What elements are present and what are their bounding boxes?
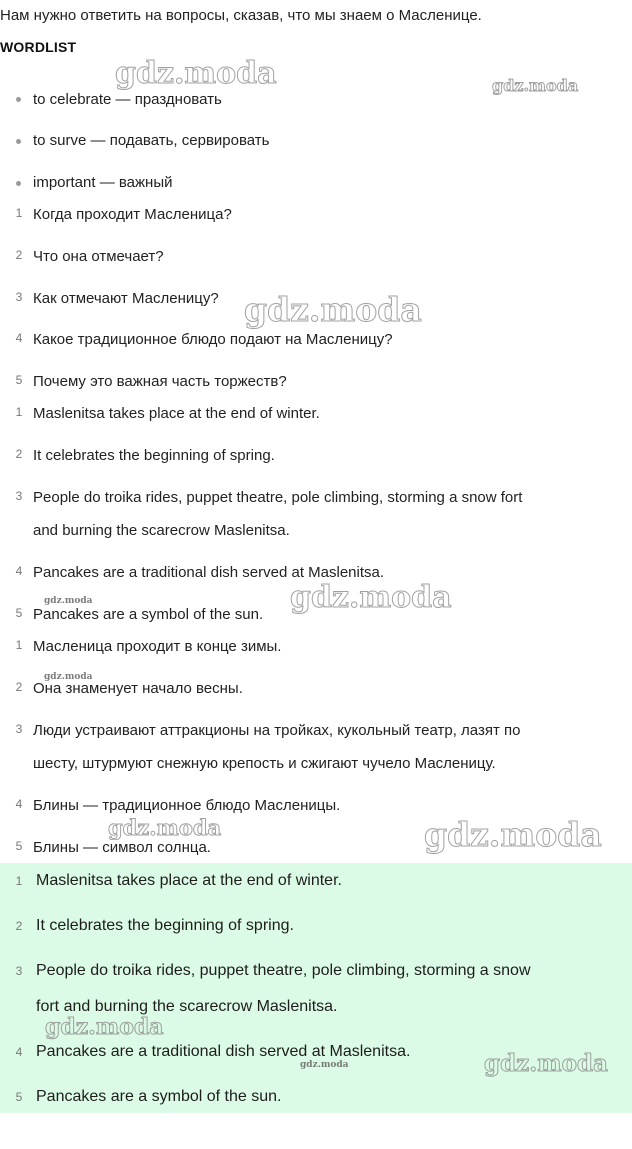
intro-text: Нам нужно ответить на вопросы, сказав, что мы знаем о Масленице.	[0, 7, 482, 24]
watermark: gdz.moda	[300, 1060, 349, 1070]
list-number: 2	[15, 680, 23, 694]
list-number: 3	[15, 722, 23, 736]
final-answer-text: Maslenitsa takes place at the end of winter.	[36, 872, 342, 889]
bullet-icon	[16, 139, 21, 144]
answer-text: Maslenitsa takes place at the end of winter.	[33, 405, 320, 422]
list-number: 4	[15, 564, 23, 578]
answer-text: Люди устраивают аттракционы на тройках, кукольный театр, лазят по	[33, 722, 521, 739]
list-number: 5	[15, 373, 23, 387]
answer-text: Pancakes are a traditional dish served at Maslenitsa.	[33, 564, 385, 581]
question-text: Что она отмечает?	[33, 248, 164, 265]
question-text: Когда проходит Масленица?	[33, 206, 232, 223]
answer-text: Блины — традиционное блюдо Масленицы.	[33, 797, 341, 814]
list-number: 5	[15, 1090, 23, 1104]
wordlist-heading: WORDLIST	[0, 39, 77, 55]
bullet-icon	[16, 97, 21, 102]
final-answer-text: Pancakes are a symbol of the sun.	[36, 1088, 282, 1105]
watermark: gdz.moda	[44, 672, 93, 682]
list-number: 1	[15, 874, 23, 888]
wordlist-item-text: important — важный	[33, 174, 173, 191]
watermark: gdz.moda	[424, 815, 602, 854]
highlighted-answer-block	[0, 863, 632, 1113]
bullet-icon	[16, 181, 21, 186]
list-number: 3	[15, 489, 23, 503]
watermark: gdz.moda	[290, 580, 452, 615]
answer-text: Масленица проходит в конце зимы.	[33, 638, 282, 655]
watermark: gdz.moda	[244, 290, 422, 329]
wordlist-item-text: to surve — подавать, сервировать	[33, 132, 270, 149]
watermark: gdz.moda	[108, 815, 222, 840]
answer-text: Pancakes are a symbol of the sun.	[33, 606, 264, 623]
question-text: Почему это важная часть торжеств?	[33, 373, 287, 390]
watermark: gdz.moda	[115, 56, 277, 91]
list-number: 1	[15, 638, 23, 652]
answer-text: People do troika rides, puppet theatre, pole climbing, storming a snow fort	[33, 489, 523, 506]
list-number: 3	[15, 290, 23, 304]
answer-text: It celebrates the beginning of spring.	[33, 447, 275, 464]
list-number: 3	[15, 964, 23, 978]
question-text: Какое традиционное блюдо подают на Масленицу?	[33, 331, 393, 348]
answer-text: Она знаменует начало весны.	[33, 680, 243, 697]
list-number: 2	[15, 447, 23, 461]
list-number: 4	[15, 1045, 23, 1059]
final-answer-text: Pancakes are a traditional dish served at Maslenitsa.	[36, 1043, 411, 1060]
list-number: 5	[15, 839, 23, 853]
list-number: 1	[15, 405, 23, 419]
final-answer-text: People do troika rides, puppet theatre, pole climbing, storming a snow	[36, 962, 531, 979]
answer-text: and burning the scarecrow Maslenitsa.	[33, 522, 290, 539]
list-number: 5	[15, 606, 23, 620]
final-answer-text: fort and burning the scarecrow Maslenitsa.	[36, 998, 338, 1015]
watermark: gdz.moda	[492, 76, 579, 95]
answer-text: шесту, штурмуют снежную крепость и сжигают чучело Масленицу.	[33, 755, 496, 772]
watermark: gdz.moda	[44, 596, 93, 606]
answer-text: Блины — символ солнца.	[33, 839, 211, 856]
list-number: 2	[15, 248, 23, 262]
final-answer-text: It celebrates the beginning of spring.	[36, 917, 294, 934]
list-number: 4	[15, 331, 23, 345]
list-number: 2	[15, 919, 23, 933]
list-number: 4	[15, 797, 23, 811]
list-number: 1	[15, 206, 23, 220]
wordlist-item-text: to celebrate — праздновать	[33, 91, 222, 108]
question-text: Как отмечают Масленицу?	[33, 290, 219, 307]
